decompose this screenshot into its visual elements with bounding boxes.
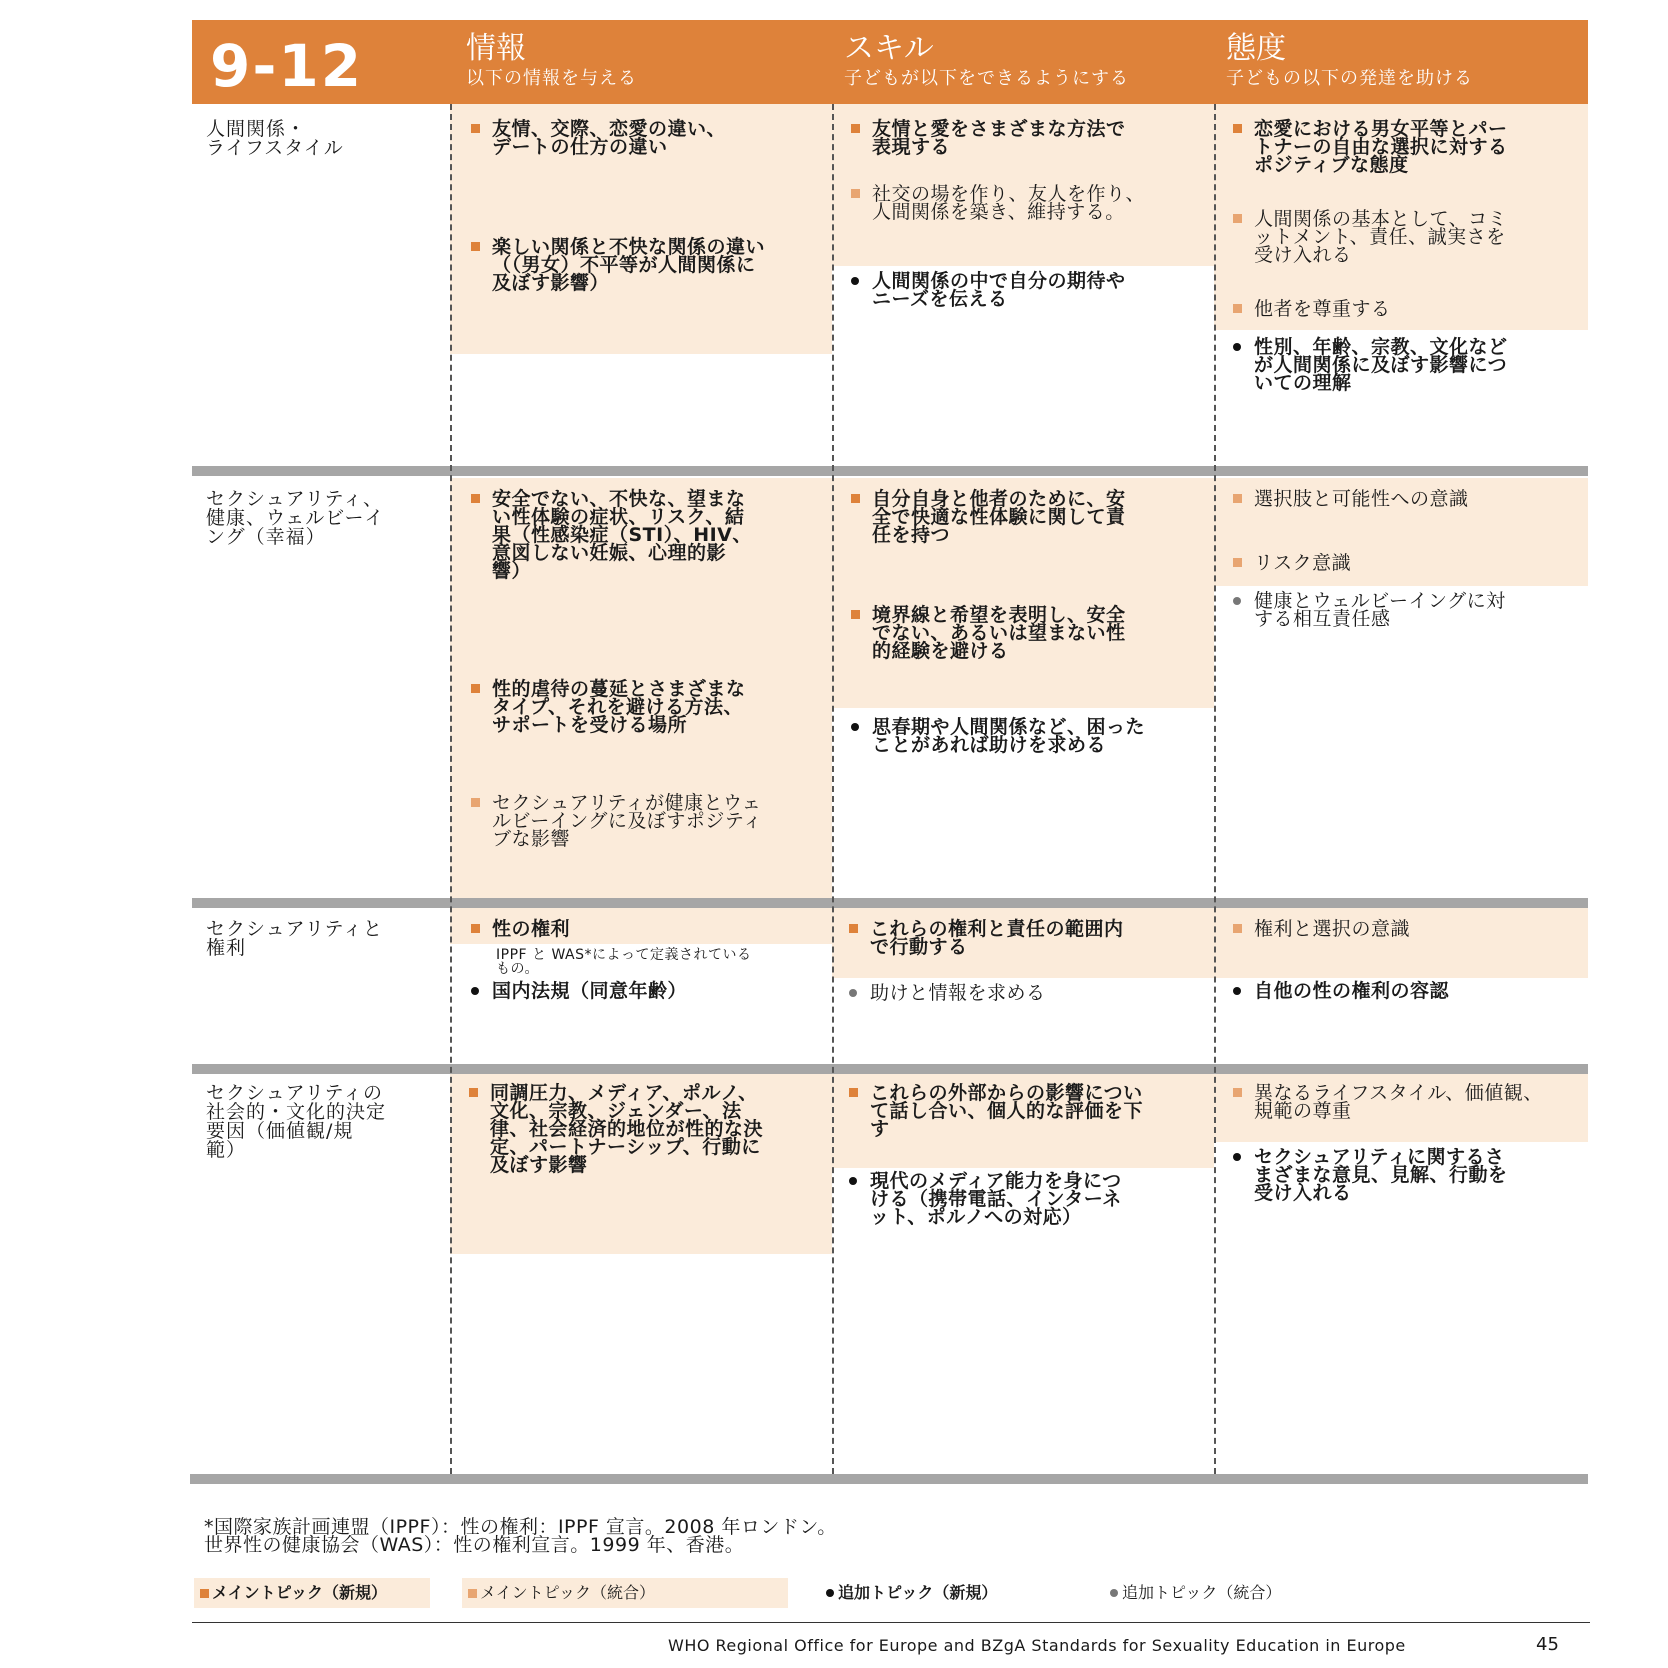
topic-relationships-lifestyles: 人間関係・ ライフスタイル <box>206 118 344 159</box>
footer-rule <box>192 1622 1590 1623</box>
list-item: 性的虐待の蔓延とさまざまな タイプ、それを避ける方法、 サポートを受ける場所 <box>492 678 746 736</box>
column-divider <box>1214 104 1216 1474</box>
row-separator <box>192 898 1588 908</box>
legend-main-topic-integrated: メイントピック（統合） <box>462 1578 788 1608</box>
table-bottom-rule <box>190 1474 1588 1484</box>
topic-sexuality-and-rights: セクシュアリティと 権利 <box>206 918 383 959</box>
list-item: 人間関係の中で自分の期待や ニーズを伝える <box>872 270 1126 310</box>
square-light-icon <box>466 1578 480 1608</box>
list-item: 国内法規（同意年齢） <box>492 980 688 1002</box>
dot-light-icon <box>1108 1578 1122 1608</box>
list-item: リスク意識 <box>1254 552 1352 574</box>
list-item: 社交の場を作り、友人を作り、 人間関係を築き、維持する。 <box>872 183 1146 223</box>
row-separator <box>192 1064 1588 1074</box>
list-item: 友情、交際、恋愛の違い、 デートの仕方の違い <box>492 118 727 158</box>
page-number: 45 <box>1536 1634 1559 1655</box>
list-item: 性別、年齢、宗教、文化など が人間関係に及ぼす影響につ いての理解 <box>1254 336 1508 394</box>
footer-source: WHO Regional Office for Europe and BZgA Standards for Sexuality Education in Europe <box>668 1636 1406 1655</box>
list-item: セクシュアリティに関するさ まざまな意見、見解、行動を 受け入れる <box>1254 1146 1508 1204</box>
list-item: 楽しい関係と不快な関係の違い （（男女）不平等が人間関係に 及ぼす影響） <box>492 236 766 294</box>
column-subtitle: 以下の情報を与える <box>466 68 637 89</box>
column-subtitle: 子どもが以下をできるようにする <box>844 68 1129 89</box>
list-item: セクシュアリティが健康とウェ ルビーイングに及ぼすポジティ ブな影響 <box>492 792 763 850</box>
column-title: スキル <box>844 31 934 66</box>
column-title: 情報 <box>466 31 526 66</box>
list-item: 他者を尊重する <box>1254 298 1391 320</box>
list-item: 友情と愛をさまざまな方法で 表現する <box>872 118 1126 158</box>
list-item: 同調圧力、メディア、ポルノ、 文化、宗教、ジェンダー、法 律、社会経済的地位が性的な決 定、パートナーシップ、行動に 及ぼす影響 <box>490 1082 764 1176</box>
square-dark-icon <box>198 1578 212 1608</box>
list-item: 助けと情報を求める <box>870 982 1046 1004</box>
list-item: 健康とウェルビーイングに対 する相互責任感 <box>1254 590 1506 630</box>
list-item: これらの外部からの影響につい て話し合い、個人的な評価を下 す <box>870 1082 1144 1140</box>
legend-additional-topic-integrated: 追加トピック（統合） <box>1104 1578 1344 1608</box>
list-item: 選択肢と可能性への意識 <box>1254 488 1469 510</box>
table-header <box>192 20 1588 104</box>
list-item: 人間関係の基本として、コミ ットメント、責任、誠実さを 受け入れる <box>1254 208 1508 266</box>
column-title: 態度 <box>1226 31 1286 66</box>
age-group-label: 9-12 <box>210 32 364 100</box>
dot-dark-icon <box>824 1578 838 1608</box>
list-item: 恋愛における男女平等とパー トナーの自由な選択に対する ポジティブな態度 <box>1254 118 1508 176</box>
column-subtitle: 子どもの以下の発達を助ける <box>1226 68 1473 89</box>
legend-main-topic-new: メイントピック（新規） <box>194 1578 430 1608</box>
definition-note: IPPF と WAS*によって定義されている もの。 <box>496 947 752 977</box>
list-item: 自他の性の権利の容認 <box>1254 980 1450 1002</box>
list-item: 権利と選択の意識 <box>1254 918 1411 940</box>
list-item: これらの権利と責任の範囲内 で行動する <box>870 918 1124 958</box>
list-item: 性の権利 <box>492 918 571 940</box>
list-item: 思春期や人間関係など、困った ことがあれば助けを求める <box>872 716 1146 756</box>
header-column-skills <box>844 32 1129 92</box>
list-item: 現代のメディア能力を身につ ける（携帯電話、インターネ ット、ポルノへの対応） <box>870 1170 1122 1228</box>
column-divider <box>450 104 452 1474</box>
topic-sexuality-health-wellbeing: セクシュアリティ、 健康、ウェルビーイ ング（幸福） <box>206 488 385 548</box>
footnote: *国際家族計画連盟（IPPF）：性の権利：IPPF 宣言。2008 年ロンドン。 世界性の健康協会（WAS）：性の権利宣言。1999 年、香港。 <box>204 1516 837 1556</box>
legend-additional-topic-new: 追加トピック（新規） <box>820 1578 1060 1608</box>
header-column-information <box>466 32 637 92</box>
list-item: 安全でない、不快な、望まな い性体験の症状、リスク、結 果（性感染症（STI）、HIV、 意図しない妊娠、心理的影 響） <box>492 488 752 582</box>
list-item: 境界線と希望を表明し、安全 でない、あるいは望まない性 的経験を避ける <box>872 604 1126 662</box>
header-column-attitudes <box>1226 32 1473 92</box>
column-divider <box>832 104 834 1474</box>
list-item: 自分自身と他者のために、安 全で快適な性体験に関して責 任を持つ <box>872 488 1126 546</box>
row-separator <box>192 466 1588 476</box>
topic-social-cultural-determinants: セクシュアリティの 社会的・文化的決定 要因（価値観/規 範） <box>206 1082 387 1161</box>
list-item: 異なるライフスタイル、価値観、 規範の尊重 <box>1254 1082 1543 1122</box>
